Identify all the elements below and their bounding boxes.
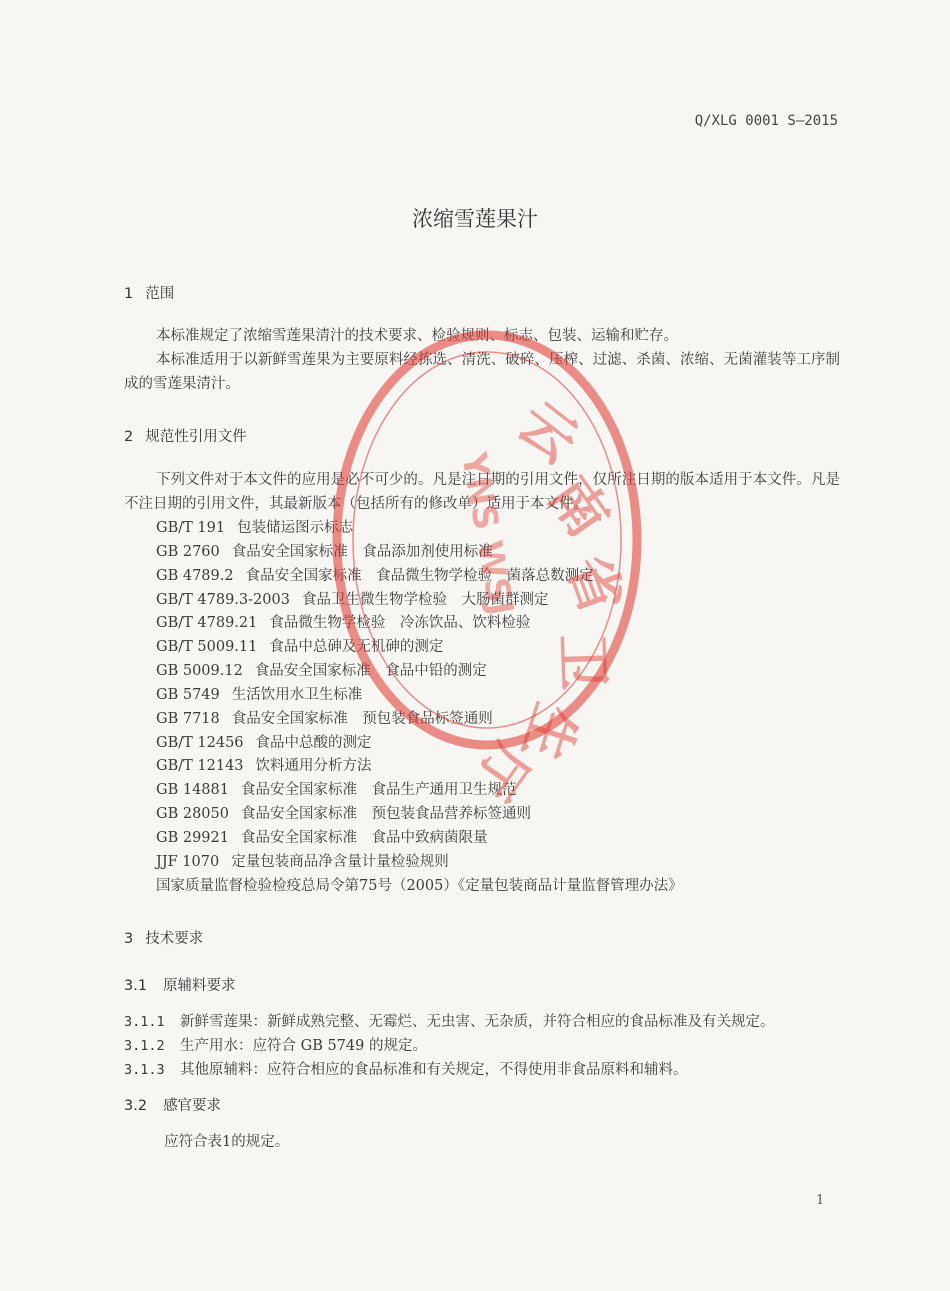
- clause-3-1-2: 3.1.2 生产用水：应符合 GB 5749 的规定。: [124, 1038, 427, 1054]
- seal-inner-letters: YNS WSJ: [453, 449, 522, 619]
- section-number: 1: [124, 286, 134, 302]
- reference-item: GB 14881 食品安全国家标准 食品生产通用卫生规范: [156, 782, 517, 799]
- reference-item: GB 29921 食品安全国家标准 食品中致病菌限量: [156, 829, 488, 846]
- reference-item: GB 5749 生活饮用水卫生标准: [156, 686, 363, 703]
- subsection-title: 感官要求: [163, 1098, 222, 1114]
- seal-char: 南: [535, 465, 621, 549]
- subsection-number: 3.1: [124, 978, 148, 994]
- reference-item: GB/T 12456 食品中总酸的测定: [156, 734, 372, 751]
- section-number: 2: [124, 429, 134, 445]
- section-number: 3: [124, 931, 134, 947]
- seal-char: 云: [505, 389, 590, 476]
- seal-char: 省: [553, 547, 635, 623]
- reference-item: JJF 1070 定量包装商品净含量计量检验规则: [156, 853, 449, 870]
- scope-paragraph-2: 本标准适用于以新鲜雪莲果为主要原料经拣选、清洗、破碎、压榨、过滤、杀菌、浓缩、无菌灌装等工序制成的雪莲果清汁。: [124, 352, 840, 392]
- document-title: 浓缩雪莲果汁: [412, 207, 538, 231]
- section-2-heading: [124, 425, 247, 446]
- section-1-heading: [124, 282, 174, 303]
- seal-char: 厅: [461, 732, 541, 810]
- reference-item: GB/T 12143 饮料通用分析方法: [156, 758, 372, 775]
- reference-item: GB 4789.2 食品安全国家标准 食品微生物学检验 菌落总数测定: [156, 567, 594, 584]
- reference-item: GB/T 4789.21 食品微生物学检验 冷冻饮品、饮料检验: [156, 615, 531, 632]
- document-code: Q/XLG 0001 S—2015: [694, 113, 838, 129]
- seal-char: 生: [509, 695, 589, 770]
- subsection-3-1-heading: [124, 974, 236, 995]
- sensory-requirement-text: 应符合表1的规定。: [164, 1134, 290, 1150]
- seal-char: 卫: [548, 633, 615, 692]
- section-title: 规范性引用文件: [145, 429, 247, 445]
- reference-item: GB/T 191 包装储运图示标志: [156, 520, 354, 536]
- reference-item: GB 5009.12 食品安全国家标准 食品中铅的测定: [156, 663, 487, 680]
- references-intro: 下列文件对于本文件的应用是必不可少的。凡是注日期的引用文件，仅所注日期的版本适用于本文件。凡是不注日期的引用文件，其最新版本（包括所有的修改单）适用于本文件。: [124, 472, 840, 512]
- section-title: 范围: [145, 286, 175, 302]
- reference-list: [156, 517, 683, 899]
- reference-item: GB 7718 食品安全国家标准 预包装食品标签通则: [156, 710, 493, 727]
- reference-item: GB 28050 食品安全国家标准 预包装食品营养标签通则: [156, 806, 531, 823]
- reference-item: GB 2760 食品安全国家标准 食品添加剂使用标准: [156, 543, 493, 560]
- section-3-heading: [124, 927, 203, 948]
- subsection-title: 原辅料要求: [163, 978, 236, 994]
- subsection-3-2-heading: [124, 1094, 221, 1115]
- reference-item: 国家质量监督检验检疫总局令第75号（2005）《定量包装商品计量监督管理办法》: [156, 877, 683, 894]
- reference-item: GB/T 5009.11 食品中总砷及无机砷的测定: [156, 639, 444, 656]
- clause-3-1-1: 3.1.1 新鲜雪莲果：新鲜成熟完整、无霉烂、无虫害、无杂质，并符合相应的食品标准及有关规定。: [124, 1014, 775, 1030]
- reference-item: GB/T 4789.3-2003 食品卫生微生物学检验 大肠菌群测定: [156, 591, 549, 608]
- section-title: 技术要求: [145, 931, 204, 947]
- scope-paragraph-1: 本标准规定了浓缩雪莲果清汁的技术要求、检验规则、标志、包装、运输和贮存。: [156, 328, 678, 344]
- page-number: 1: [816, 1193, 825, 1208]
- subsection-number: 3.2: [124, 1098, 148, 1114]
- clause-3-1-3: 3.1.3 其他原辅料：应符合相应的食品标准和有关规定，不得使用非食品原料和辅料。: [124, 1062, 688, 1078]
